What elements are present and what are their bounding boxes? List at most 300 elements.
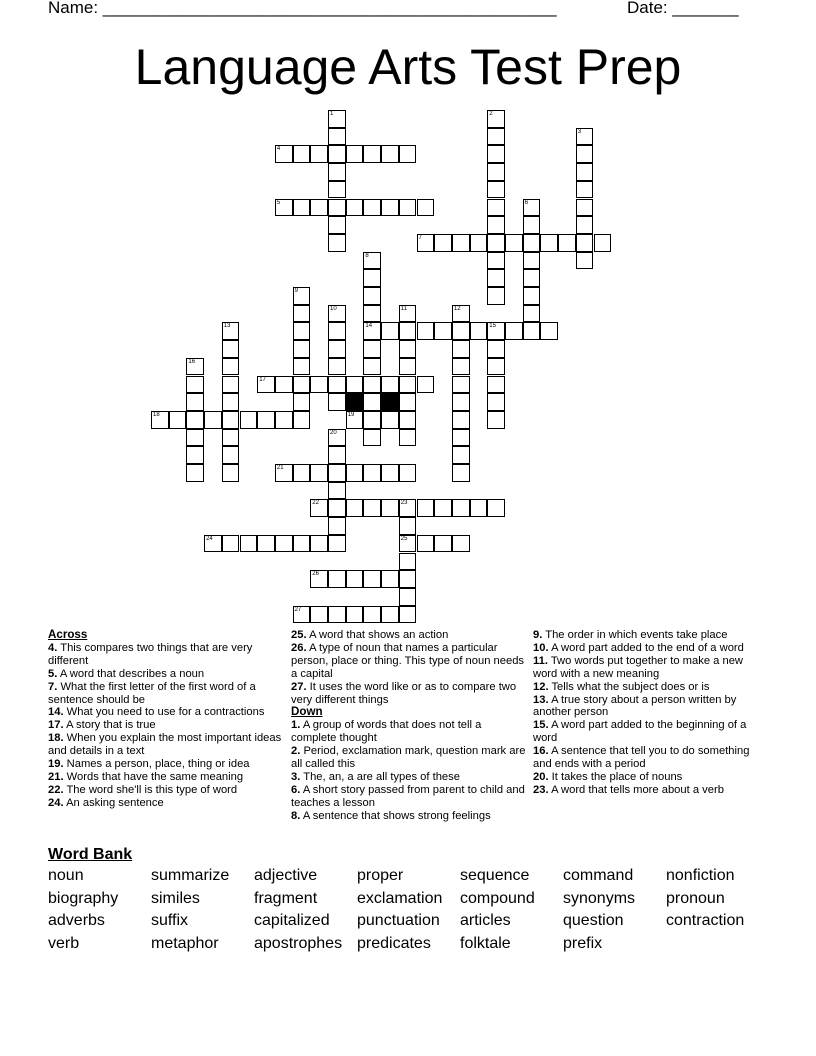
clue-number: 15. [533, 719, 549, 732]
clue-number: 9. [533, 629, 543, 641]
crossword-cell[interactable] [487, 287, 505, 305]
clue-text: A word that shows an action [309, 629, 449, 641]
crossword-cell[interactable] [487, 393, 505, 411]
clue-number: 1 [330, 111, 334, 117]
clue [48, 681, 283, 707]
crossword-cell[interactable] [576, 234, 594, 252]
clue-text: A word part added to the beginning of a word [533, 719, 747, 745]
clue-number: 17 [259, 376, 266, 383]
crossword-cell[interactable] [576, 216, 594, 234]
crossword-cell[interactable] [487, 199, 505, 217]
crossword-cell[interactable] [346, 199, 364, 217]
crossword-cell[interactable] [310, 464, 328, 482]
word-bank-item: exclamation [357, 889, 443, 907]
clue-number: 23 [400, 500, 408, 507]
crossword-cell[interactable] [540, 234, 558, 252]
clue-number: 25 [400, 535, 408, 542]
crossword-cell[interactable] [186, 429, 204, 447]
crossword-cell[interactable] [186, 376, 204, 394]
crossword-cell[interactable] [328, 145, 346, 163]
crossword-cell[interactable] [417, 322, 435, 340]
crossword-cell[interactable] [381, 570, 399, 588]
word-bank-item: summarize [151, 867, 230, 884]
crossword-cell[interactable] [310, 606, 328, 624]
crossword-cell[interactable] [293, 145, 311, 163]
crossword-cell[interactable] [452, 464, 470, 482]
crossword-cell[interactable] [346, 464, 364, 482]
crossword-cell[interactable] [434, 322, 452, 340]
crossword-cell[interactable] [487, 358, 505, 376]
clue-number: 13 [223, 323, 231, 330]
clue-number: 6. [291, 783, 301, 796]
crossword-cell[interactable] [381, 376, 399, 394]
crossword-cell[interactable] [399, 606, 417, 624]
crossword-cell[interactable] [399, 340, 417, 358]
crossword-cell[interactable] [399, 305, 417, 323]
clue-text: Two words put together to make a new word with a new meaning [533, 654, 743, 680]
clue [48, 771, 283, 784]
crossword-cell[interactable] [222, 429, 240, 447]
crossword-cell[interactable] [399, 464, 417, 482]
clue [48, 732, 283, 758]
crossword-cell[interactable] [540, 322, 558, 340]
crossword-cell[interactable] [346, 376, 364, 394]
crossword-cell[interactable] [186, 358, 204, 376]
clue-number: 22 [312, 500, 319, 507]
crossword-cell[interactable] [328, 322, 346, 340]
crossword-cell[interactable] [363, 358, 381, 376]
crossword-cell[interactable] [523, 252, 541, 270]
crossword-cell[interactable] [310, 570, 328, 588]
crossword-cell[interactable] [576, 163, 594, 181]
clue-text: A sentence that shows strong feelings [302, 809, 491, 822]
crossword-cell[interactable] [487, 499, 505, 517]
black-cell [381, 393, 399, 411]
crossword-cell[interactable] [576, 181, 594, 199]
crossword-cell[interactable] [328, 376, 346, 394]
clue [48, 642, 283, 668]
crossword-cell[interactable] [363, 199, 381, 217]
clue-number: 20. [533, 770, 549, 783]
crossword-cell[interactable] [452, 499, 470, 517]
crossword-cell[interactable] [328, 234, 346, 252]
clue-text: What the first letter of the first word of a sentence should be [48, 680, 256, 706]
crossword-cell[interactable] [452, 340, 470, 358]
clue-number: 9 [294, 288, 298, 294]
crossword-cell[interactable] [363, 145, 381, 163]
word-bank-item: similes [151, 889, 200, 907]
crossword-cell[interactable] [381, 145, 399, 163]
crossword-cell[interactable] [310, 199, 328, 217]
crossword-cell[interactable] [452, 429, 470, 447]
crossword-cell[interactable] [558, 234, 576, 252]
crossword-cell[interactable] [346, 499, 364, 517]
clue-text: Period, exclamation mark, question mark are all called this [291, 745, 526, 771]
crossword-cell[interactable] [523, 322, 541, 340]
crossword-cell[interactable] [257, 376, 275, 394]
crossword-cell[interactable] [328, 199, 346, 217]
crossword-cell[interactable] [328, 340, 346, 358]
crossword-cell[interactable] [222, 411, 240, 429]
crossword-cell[interactable] [417, 234, 435, 252]
crossword-cell[interactable] [222, 535, 240, 553]
clues-column-3 [533, 629, 768, 797]
crossword-cell[interactable] [417, 499, 435, 517]
word-bank-item: folktale [460, 935, 511, 953]
clue-number: 21 [276, 465, 284, 471]
crossword-cell[interactable] [399, 588, 417, 606]
crossword-cell[interactable] [328, 570, 346, 588]
clue [291, 719, 526, 745]
word-bank-item: adjective [254, 867, 318, 884]
crossword-cell[interactable] [328, 446, 346, 464]
crossword-cell[interactable] [399, 376, 417, 394]
clue-number: 7 [418, 234, 422, 241]
clue [48, 706, 283, 719]
crossword-cell[interactable] [452, 411, 470, 429]
word-bank-item: punctuation [357, 912, 440, 930]
crossword-cell[interactable] [240, 411, 258, 429]
crossword-cell[interactable] [399, 358, 417, 376]
clue-number: 24. [48, 796, 64, 809]
crossword-cell[interactable] [381, 464, 399, 482]
crossword-cell[interactable] [417, 199, 435, 217]
crossword-cell[interactable] [363, 305, 381, 323]
black-cell [346, 393, 364, 411]
crossword-cell[interactable] [328, 393, 346, 411]
crossword-cell[interactable] [399, 499, 417, 517]
crossword-cell[interactable] [363, 322, 381, 340]
crossword-cell[interactable] [293, 376, 311, 394]
clue [291, 784, 526, 810]
crossword-cell[interactable] [487, 269, 505, 287]
word-bank-item: apostrophes [254, 935, 343, 953]
crossword-cell[interactable] [381, 322, 399, 340]
crossword-cell[interactable] [328, 517, 346, 535]
clue-text: Tells what the subject does or is [551, 680, 710, 693]
crossword-cell[interactable] [275, 199, 293, 217]
crossword-cell[interactable] [293, 358, 311, 376]
clue-number: 11 [400, 305, 408, 312]
crossword-cell[interactable] [452, 234, 470, 252]
clue-number: 16. [533, 745, 549, 758]
crossword-cell[interactable] [222, 446, 240, 464]
crossword-cell[interactable] [576, 199, 594, 217]
date-field[interactable]: Date: _______ [627, 0, 739, 17]
crossword-cell[interactable] [363, 499, 381, 517]
crossword-cell[interactable] [505, 234, 523, 252]
clue-text: A true story about a person written by another person [533, 693, 737, 719]
crossword-cell[interactable] [328, 429, 346, 447]
crossword-cell[interactable] [399, 411, 417, 429]
crossword-cell[interactable] [487, 376, 505, 394]
crossword-cell[interactable] [487, 181, 505, 199]
crossword-cell[interactable] [487, 234, 505, 252]
crossword-cell[interactable] [240, 535, 258, 553]
clue-number: 13. [533, 693, 549, 706]
clue-text: It uses the word like or as to compare two very different things [291, 680, 517, 706]
crossword-cell[interactable] [487, 216, 505, 234]
crossword-cell[interactable] [151, 411, 169, 429]
word-bank-item: pronoun [666, 889, 725, 907]
crossword-cell[interactable] [452, 446, 470, 464]
clue-text: When you explain the most important ideas and details in a text [48, 732, 282, 758]
crossword-cell[interactable] [257, 411, 275, 429]
across-heading: Across [48, 628, 88, 641]
crossword-cell[interactable] [452, 393, 470, 411]
crossword-cell[interactable] [310, 376, 328, 394]
word-bank-item: compound [460, 889, 535, 907]
crossword-cell[interactable] [470, 234, 488, 252]
crossword-cell[interactable] [169, 411, 187, 429]
clue [533, 655, 768, 681]
clue-number: 4 [276, 146, 281, 153]
clue-number: 26 [312, 571, 319, 578]
crossword-cell[interactable] [487, 340, 505, 358]
crossword-cell[interactable] [523, 269, 541, 287]
clue-number: 18. [48, 732, 64, 745]
crossword-cell[interactable] [452, 535, 470, 553]
clue-number: 3. [291, 770, 301, 783]
crossword-cell[interactable] [381, 606, 399, 624]
crossword-cell[interactable] [363, 606, 381, 624]
crossword-cell[interactable] [293, 199, 311, 217]
clue [48, 758, 283, 771]
clue-text: The word she'll is this type of word [66, 783, 238, 796]
crossword-cell[interactable] [222, 376, 240, 394]
crossword-cell[interactable] [505, 322, 523, 340]
crossword-cell[interactable] [275, 535, 293, 553]
crossword-cell[interactable] [275, 464, 293, 482]
crossword-cell[interactable] [204, 535, 222, 553]
crossword-cell[interactable] [363, 252, 381, 270]
crossword-cell[interactable] [293, 287, 311, 305]
crossword-cell[interactable] [186, 446, 204, 464]
clue-number: 11. [533, 654, 548, 667]
clue-text: An asking sentence [66, 796, 164, 809]
clue [291, 771, 526, 784]
crossword-cell[interactable] [222, 464, 240, 482]
crossword-cell[interactable] [328, 110, 346, 128]
clue-number: 5 [276, 199, 281, 206]
crossword-cell[interactable] [363, 269, 381, 287]
crossword-cell[interactable] [399, 393, 417, 411]
crossword-cell[interactable] [222, 340, 240, 358]
crossword-cell[interactable] [399, 429, 417, 447]
clue-number: 12. [533, 680, 549, 693]
crossword-cell[interactable] [470, 499, 488, 517]
clue-number: 10. [533, 641, 549, 654]
word-bank-title: Word Bank [48, 846, 133, 863]
crossword-cell[interactable] [310, 145, 328, 163]
crossword-cell[interactable] [328, 606, 346, 624]
crossword-cell[interactable] [452, 358, 470, 376]
clue-text: The order in which events take place [545, 629, 728, 641]
crossword-cell[interactable] [470, 322, 488, 340]
clue-text: A sentence that tell you to do something and ends with a period [533, 745, 750, 771]
word-bank-item: biography [48, 889, 119, 907]
crossword-cell[interactable] [363, 287, 381, 305]
crossword-cell[interactable] [222, 358, 240, 376]
crossword-cell[interactable] [328, 482, 346, 500]
clue [533, 771, 768, 784]
crossword-cell[interactable] [293, 322, 311, 340]
crossword-cell[interactable] [363, 429, 381, 447]
clue-number: 2. [291, 745, 301, 758]
clue-number: 5. [48, 667, 58, 680]
crossword-cell[interactable] [363, 393, 381, 411]
crossword-cell[interactable] [293, 393, 311, 411]
clue-text: Names a person, place, thing or idea [66, 758, 250, 771]
crossword-cell[interactable] [186, 393, 204, 411]
clue-number: 15 [489, 323, 496, 330]
crossword-cell[interactable] [487, 252, 505, 270]
crossword-cell[interactable] [417, 376, 435, 394]
crossword-cell[interactable] [434, 499, 452, 517]
crossword-cell[interactable] [293, 535, 311, 553]
crossword-cell[interactable] [293, 305, 311, 323]
clue-text: A word part added to the end of a word [551, 641, 744, 654]
crossword-cell[interactable] [487, 128, 505, 146]
clue-number: 8. [291, 809, 301, 822]
crossword-cell[interactable] [452, 376, 470, 394]
crossword-cell[interactable] [346, 411, 364, 429]
clue [533, 745, 768, 771]
clue-text: It takes the place of nouns [551, 770, 683, 783]
clue-text: A word that tells more about a verb [551, 783, 724, 796]
crossword-cell[interactable] [346, 145, 364, 163]
crossword-cell[interactable] [576, 252, 594, 270]
clue [291, 681, 526, 707]
crossword-cell[interactable] [328, 163, 346, 181]
clue-number: 19. [48, 758, 64, 771]
crossword-cell[interactable] [363, 570, 381, 588]
clue-number: 19 [347, 411, 355, 418]
crossword-cell[interactable] [275, 411, 293, 429]
crossword-cell[interactable] [487, 322, 505, 340]
crossword-cell[interactable] [452, 322, 470, 340]
word-bank-item: command [563, 867, 634, 884]
word-bank-item: metaphor [151, 935, 219, 953]
clue-number: 14. [48, 706, 64, 719]
crossword-cell[interactable] [310, 499, 328, 517]
crossword-cell[interactable] [487, 411, 505, 429]
crossword-cell[interactable] [328, 499, 346, 517]
word-bank-item: predicates [357, 935, 431, 953]
clue-number: 24 [206, 535, 213, 542]
clue-number: 27 [294, 606, 302, 613]
clue [533, 681, 768, 694]
crossword-cell[interactable] [399, 570, 417, 588]
crossword-cell[interactable] [275, 145, 293, 163]
clue-text: What you need to use for a contractions [66, 706, 265, 719]
crossword-cell[interactable] [293, 411, 311, 429]
clue [48, 719, 283, 732]
word-bank-item: nonfiction [666, 867, 735, 884]
crossword-cell[interactable] [222, 322, 240, 340]
crossword-cell[interactable] [523, 216, 541, 234]
crossword-cell[interactable] [523, 234, 541, 252]
clue-number: 4. [48, 641, 58, 654]
crossword-cell[interactable] [328, 358, 346, 376]
name-field[interactable]: Name: ________________________________________________ [48, 0, 557, 17]
crossword-cell[interactable] [328, 535, 346, 553]
crossword-cell[interactable] [346, 570, 364, 588]
crossword-cell[interactable] [487, 163, 505, 181]
crossword-cell[interactable] [328, 128, 346, 146]
crossword-cell[interactable] [293, 464, 311, 482]
word-bank-item: sequence [460, 867, 530, 884]
crossword-cell[interactable] [363, 340, 381, 358]
crossword-cell[interactable] [399, 535, 417, 553]
crossword-cell[interactable] [186, 411, 204, 429]
word-bank-item: noun [48, 867, 84, 884]
crossword-cell[interactable] [275, 376, 293, 394]
crossword-cell[interactable] [310, 535, 328, 553]
crossword-cell[interactable] [363, 376, 381, 394]
clue-text: A word that describes a noun [59, 667, 205, 680]
crossword-cell[interactable] [417, 535, 435, 553]
crossword-cell[interactable] [399, 145, 417, 163]
crossword-cell[interactable] [381, 499, 399, 517]
crossword-cell[interactable] [328, 216, 346, 234]
clue [48, 668, 283, 681]
crossword-cell[interactable] [257, 535, 275, 553]
clue-number: 2 [489, 111, 493, 117]
crossword-cell[interactable] [293, 340, 311, 358]
crossword-cell[interactable] [381, 199, 399, 217]
word-bank-item: capitalized [254, 912, 330, 930]
crossword-cell[interactable] [399, 322, 417, 340]
crossword-cell[interactable] [523, 305, 541, 323]
crossword-cell[interactable] [328, 181, 346, 199]
crossword-cell[interactable] [363, 411, 381, 429]
page-title: Language Arts Test Prep [134, 39, 682, 95]
word-bank-item: adverbs [48, 912, 105, 930]
crossword-cell[interactable] [222, 393, 240, 411]
crossword-cell[interactable] [399, 553, 417, 571]
crossword-cell[interactable] [381, 411, 399, 429]
crossword-cell[interactable] [487, 110, 505, 128]
clue-number: 17. [48, 719, 64, 732]
crossword-cell[interactable] [576, 128, 594, 146]
crossword-cell[interactable] [523, 199, 541, 217]
word-bank-item: suffix [151, 912, 189, 930]
clue-number: 21. [48, 770, 64, 783]
crossword-cell[interactable] [186, 464, 204, 482]
crossword-cell[interactable] [487, 145, 505, 163]
crossword-cell[interactable] [434, 234, 452, 252]
clue-number: 27. [291, 680, 307, 693]
crossword-cell[interactable] [204, 411, 222, 429]
crossword-cell[interactable] [363, 464, 381, 482]
crossword-cell[interactable] [328, 305, 346, 323]
crossword-cell[interactable] [328, 464, 346, 482]
clue-text: A short story passed from parent to child and teaches a lesson [291, 783, 525, 809]
crossword-cell[interactable] [576, 145, 594, 163]
crossword-cell[interactable] [434, 535, 452, 553]
clue-number: 3 [577, 128, 582, 135]
crossword-cell[interactable] [594, 234, 612, 252]
crossword-cell[interactable] [399, 199, 417, 217]
crossword-cell[interactable] [523, 287, 541, 305]
crossword-cell[interactable] [293, 606, 311, 624]
crossword-cell[interactable] [452, 305, 470, 323]
crossword-cell[interactable] [346, 606, 364, 624]
crossword-cell[interactable] [399, 517, 417, 535]
clue-number: 8 [365, 252, 369, 259]
word-bank-item: proper [357, 867, 404, 884]
